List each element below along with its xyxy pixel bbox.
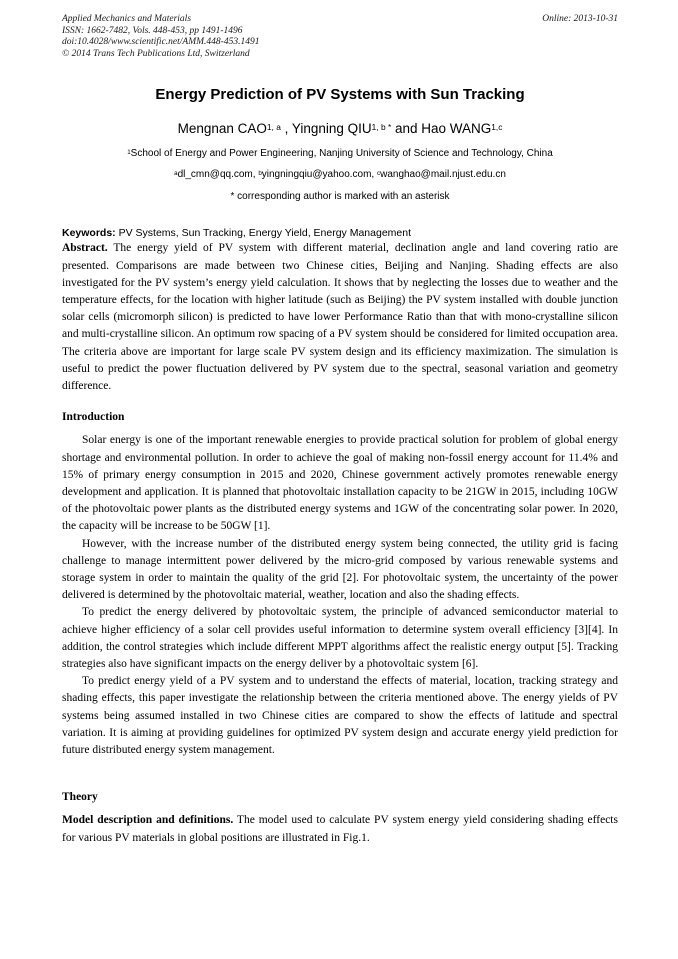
doi-line: doi:10.4028/www.scientific.net/AMM.448-453.1491 xyxy=(62,37,260,48)
author-superscript-3: 1,c xyxy=(491,121,503,132)
paper-title: Energy Prediction of PV Systems with Sun Tracking xyxy=(155,86,525,104)
online-date: Online: 2013-10-31 xyxy=(542,14,618,24)
email-superscript-c: c xyxy=(377,169,381,177)
author-separator: , xyxy=(280,121,292,137)
abstract-label: Abstract. xyxy=(62,242,108,255)
email-line xyxy=(62,168,618,182)
keywords-line xyxy=(62,226,618,240)
author-superscript-2: 1, b * xyxy=(371,121,392,132)
email-b: yingningqiu@yahoo.com, xyxy=(261,169,377,181)
journal-header-left xyxy=(62,14,259,60)
email-c: wanghao@mail.njust.edu.cn xyxy=(380,169,506,181)
copyright-line: © 2014 Trans Tech Publications Ltd, Switzerland xyxy=(62,48,250,59)
corresponding-author-note: * corresponding author is marked with an asterisk xyxy=(230,191,450,203)
model-description-label: Model description and definitions. xyxy=(62,814,234,827)
introduction-paragraph-2: However, with the increase number of the distributed energy system being connected, the utility grid is facing challenge to manage intermittent power delivered by the micro-grid composed by various renewable systems and storage system in order to maintain the quality of the grid [2]. For photovoltaic system, the uncertainty of the power delivered is determined by the photovoltaic material, weather, location and also the shading effects. xyxy=(62,537,618,602)
introduction-paragraph-3: To predict the energy delivered by photovoltaic system, the principle of advanced semiconductor material to achieve higher efficiency of a solar cell provides useful information to determine system overall efficiency [3][4]. In addition, the control strategies which include different MPPT algorithms affect the realistic energy output [5]. Tracking strategies also have significant impacts on the energy deliver by a photovoltaic system [6]. xyxy=(62,606,618,671)
model-description-paragraph xyxy=(62,812,618,846)
affiliation-text: School of Energy and Power Engineering, Nanjing University of Science and Technology, China xyxy=(130,148,553,160)
author-byline xyxy=(62,121,618,138)
author-superscript-1: 1, a xyxy=(266,121,281,132)
author-separator: and xyxy=(391,121,422,137)
abstract-paragraph xyxy=(62,240,618,395)
author-name-1: Mengnan CAO xyxy=(177,121,267,137)
email-a: dl_cmn@qq.com, xyxy=(177,169,259,181)
journal-name: Applied Mechanics and Materials xyxy=(62,14,192,24)
author-name-2: Yingning QIU xyxy=(291,121,372,137)
section-heading-introduction: Introduction xyxy=(62,411,125,424)
journal-header xyxy=(62,14,618,60)
keywords-label: Keywords: xyxy=(62,227,116,240)
introduction-paragraph-4: To predict energy yield of a PV system and to understand the effects of material, location, tracking strategy and shading effects, this paper investigate the relationship between the criteria mentioned above. The energy yields of PV systems being assumed installed in two Chinese cities are compared to show the effects of latitude and spectral variation. It is aiming at providing guidelines for optimized PV system design and accurate energy yield prediction for future distributed energy system management. xyxy=(62,675,618,757)
affiliation-superscript: 1 xyxy=(127,148,131,156)
keywords-text: PV Systems, Sun Tracking, Energy Yield, Energy Management xyxy=(115,227,411,240)
model-description-text: The model used to calculate PV system energy yield considering shading effects for various PV materials in global positions are illustrated in Fig.1. xyxy=(62,814,618,844)
section-heading-theory: Theory xyxy=(62,791,98,804)
abstract-text: The energy yield of PV system with different material, declination angle and land covering ratio are presented. Comparisons are made between two Chinese cities, Beijing and Nanjing. Shading effects are also investigated for the PV system’s energy yield calculation. It shows that by neglecting the losses due to weather and the temperature effects, for the location with higher latitude (such as Beijing) the PV system installed with double junction solar cells (micromorph silicon) is predicted to have lower Performance Ratio than that with mono-crystalline silicon and multi-crystalline silicon. An optimum row spacing of a PV system should be considered for limited occupation area. The criteria above are important for large scale PV system design and its efficiency maximization. The simulation is useful to predict the power fluctuation delivered by PV system due to the spectral, seasonal variation and geometry difference. xyxy=(62,242,618,392)
email-superscript-a: a xyxy=(174,169,178,177)
affiliation-line xyxy=(62,147,618,161)
introduction-paragraph-1: Solar energy is one of the important renewable energies to provide practical solution for problem of global energy shortage and environmental pollution. In order to achieve the goal of making non-fossil energy account for 11.4% and 15% of primary energy consumption in 2015 and 2020, Chinese government actively promotes renewable energy development and application. It is planned that photovoltaic installation capacity to be 21GW in 2015, including 10GW of the photovoltaic power plants as the distributed energy systems and 1GW of the concentrating solar power. In 2020, the capacity will be increase to be 50GW [1]. xyxy=(62,434,618,533)
author-name-3: Hao WANG xyxy=(421,121,492,137)
email-superscript-b: b xyxy=(258,169,262,177)
issn-line: ISSN: 1662-7482, Vols. 448-453, pp 1491-1496 xyxy=(62,25,243,36)
